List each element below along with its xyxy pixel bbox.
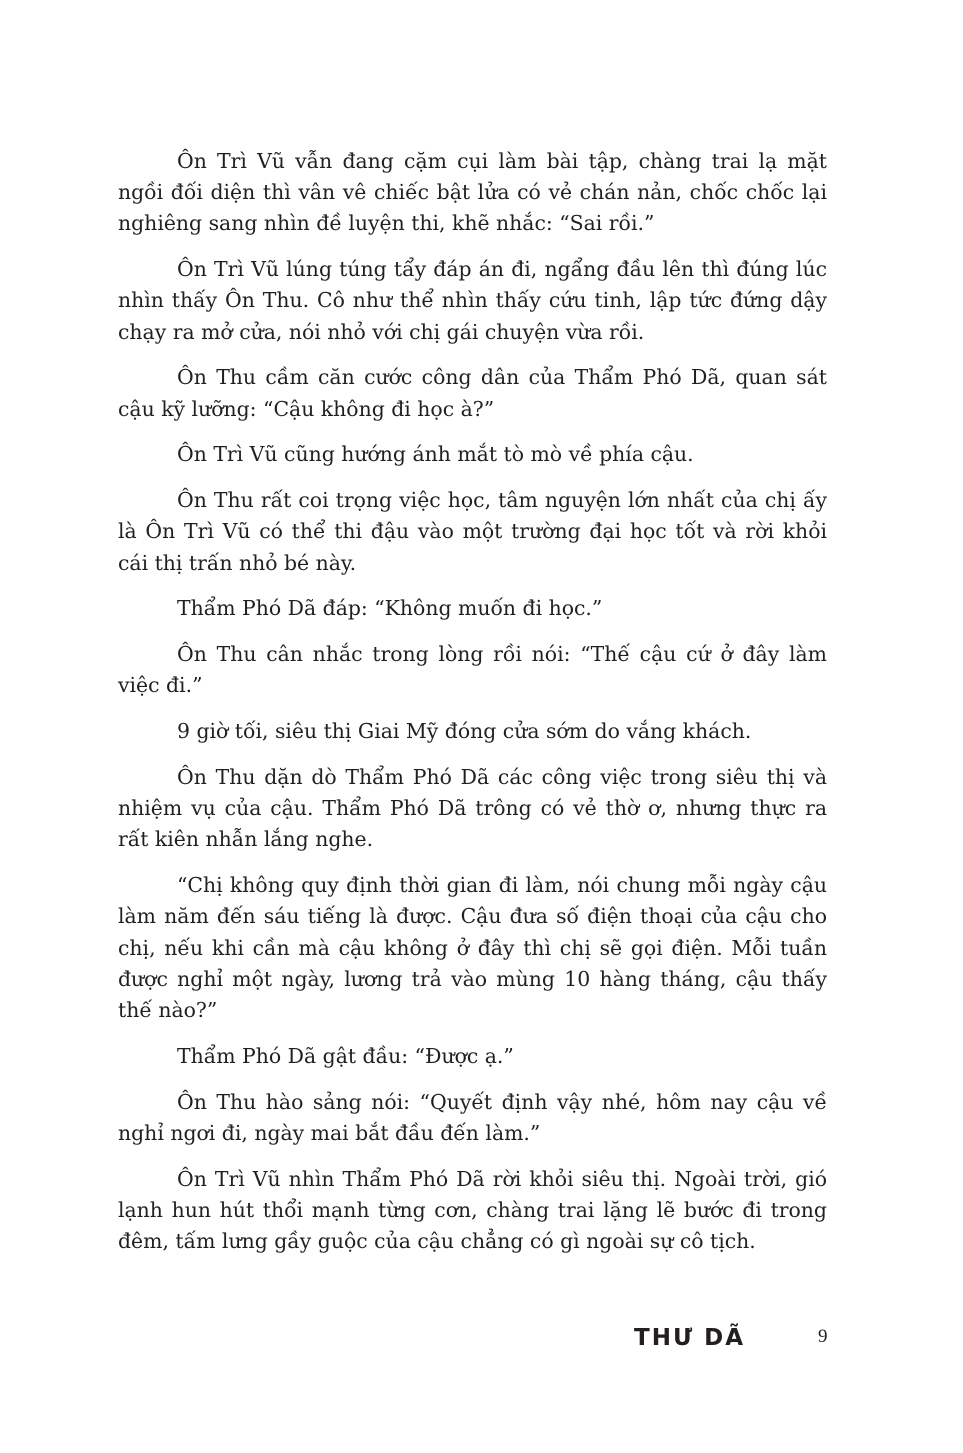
paragraph: Ôn Trì Vũ lúng túng tẩy đáp án đi, ngẩng đầu lên thì đúng lúc nhìn thấy Ôn Thu. Cô như thể nhìn thấy cứu tinh, lập tức đứng dậy chạy ra mở cửa, nói nhỏ với chị gái chuyện vừa rồi. xyxy=(118,257,827,344)
paragraph: Ôn Trì Vũ vẫn đang cặm cụi làm bài tập, chàng trai lạ mặt ngồi đối diện thì vân vê chiếc bật lửa có vẻ chán nản, chốc chốc lại nghiêng sang nhìn đề luyện thi, khẽ nhắc: “Sai rồi.” xyxy=(118,149,827,236)
paragraph: Ôn Thu cầm căn cước công dân của Thẩm Phó Dã, quan sát cậu kỹ lưỡng: “Cậu không đi học à?” xyxy=(118,365,827,421)
paragraph: Ôn Trì Vũ nhìn Thẩm Phó Dã rời khỏi siêu thị. Ngoài trời, gió lạnh hun hút thổi mạnh từng cơn, chàng trai lặng lẽ bước đi trong đêm, tấm lưng gầy guộc của cậu chẳng có gì ngoài sự cô tịch. xyxy=(118,1166,827,1254)
paragraph: “Chị không quy định thời gian đi làm, nói chung mỗi ngày cậu làm năm đến sáu tiếng là được. Cậu đưa số điện thoại của cậu cho chị, nếu khi cần mà cậu không ở đây thì chị sẽ gọi điện. Mỗi tuần được nghỉ một ngày, lương trả vào mùng 10 hàng tháng, cậu thấy thế nào?” xyxy=(118,873,827,1023)
paragraph: Ôn Thu rất coi trọng việc học, tâm nguyện lớn nhất của chị ấy là Ôn Trì Vũ có thể thi đậu vào một trường đại học tốt và rời khỏi cái thị trấn nhỏ bé này. xyxy=(118,488,827,575)
running-footer-title: THƯ DÃ xyxy=(634,1325,746,1351)
paragraph: Ôn Thu dặn dò Thẩm Phó Dã các công việc trong siêu thị và nhiệm vụ của cậu. Thẩm Phó Dã trông có vẻ thờ ơ, nhưng thực ra rất kiên nhẫn lắng nghe. xyxy=(118,765,827,852)
paragraph: Ôn Trì Vũ cũng hướng ánh mắt tò mò về phía cậu. xyxy=(177,442,694,467)
paragraph: Thẩm Phó Dã gật đầu: “Được ạ.” xyxy=(177,1043,514,1068)
page-number: 9 xyxy=(818,1326,828,1347)
body-text xyxy=(118,146,827,1272)
paragraph: 9 giờ tối, siêu thị Giai Mỹ đóng cửa sớm do vắng khách. xyxy=(177,719,752,744)
paragraph: Ôn Thu hào sảng nói: “Quyết định vậy nhé, hôm nay cậu về nghỉ ngơi đi, ngày mai bắt đầu đến làm.” xyxy=(118,1089,827,1145)
paragraph: Thẩm Phó Dã đáp: “Không muốn đi học.” xyxy=(177,596,603,621)
paragraph: Ôn Thu cân nhắc trong lòng rồi nói: “Thế cậu cứ ở đây làm việc đi.” xyxy=(118,642,827,698)
